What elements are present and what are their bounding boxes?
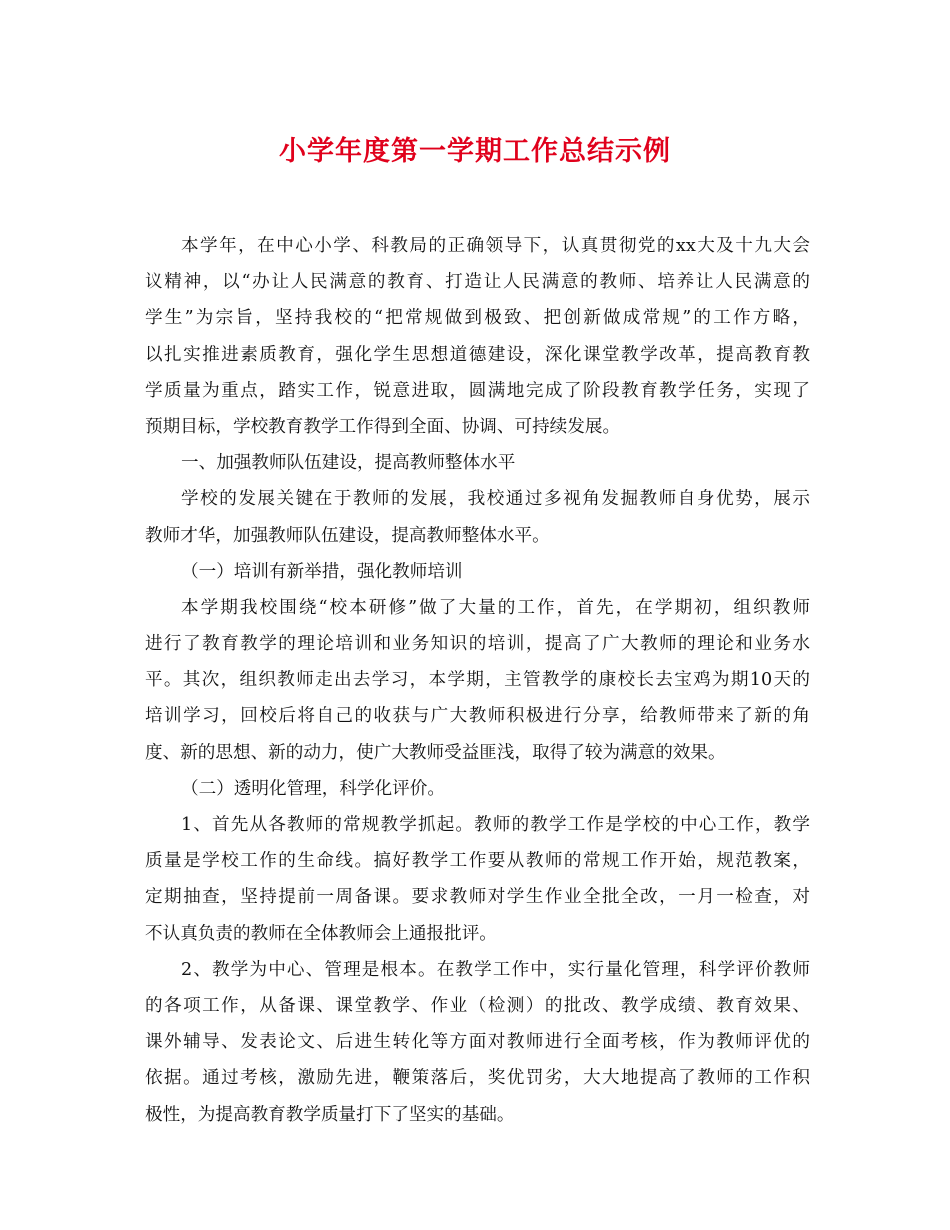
text-line: 本学年，在中心小学、科教局的正确领导下，认真贯彻党的xx大及十九大会 bbox=[181, 236, 810, 256]
text-line: 学校的发展关键在于教师的发展，我校通过多视角发掘教师自身优势，展示 bbox=[181, 489, 810, 510]
text-line: 预期目标，学校教育教学工作得到全面、协调、可持续发展。 bbox=[145, 416, 621, 437]
text-line: 极性，为提高教育教学质量打下了坚实的基础。 bbox=[145, 1104, 515, 1125]
text-line: 的各项工作，从备课、课堂教学、作业（检测）的批改、教学成绩、教育效果、 bbox=[145, 995, 810, 1016]
text-line: 培训学习，回校后将自己的收获与广大教师积极进行分享，给教师带来了新的角 bbox=[145, 706, 810, 727]
document-body bbox=[145, 228, 810, 1133]
document-title: 小学年度第一学期工作总结示例 bbox=[279, 136, 671, 167]
text-line: 本学期我校围绕“校本研修”做了大量的工作，首先，在学期初，组织教师 bbox=[181, 597, 810, 618]
text-line: 课外辅导、发表论文、后进生转化等方面对教师进行全面考核，作为教师评优的 bbox=[145, 1032, 810, 1053]
text-line: 一、加强教师队伍建设，提高教师整体水平 bbox=[181, 453, 516, 474]
text-line: 以扎实推进素质教育，强化学生思想道德建设，深化课堂教学改革，提高教育教 bbox=[145, 344, 810, 365]
text-line: （一）培训有新举措，强化教师培训 bbox=[181, 561, 463, 582]
text-line: （二）透明化管理，科学化评价。 bbox=[181, 778, 445, 799]
text-line: 依据。通过考核，激励先进，鞭策落后，奖优罚劣，大大地提高了教师的工作积 bbox=[145, 1068, 810, 1089]
text-line: 学生”为宗旨，坚持我校的“把常规做到极致、把创新做成常规”的工作方略， bbox=[145, 308, 810, 329]
text-line: 度、新的思想、新的动力，使广大教师受益匪浅，取得了较为满意的效果。 bbox=[145, 742, 726, 763]
text-line: 1、首先从各教师的常规教学抓起。教师的教学工作是学校的中心工作，教学 bbox=[181, 815, 810, 835]
text-line: 2、教学为中心、管理是根本。在教学工作中，实行量化管理，科学评价教师 bbox=[181, 959, 810, 980]
text-line: 不认真负责的教师在全体教师会上通报批评。 bbox=[145, 923, 497, 944]
text-line: 平。其次，组织教师走出去学习，本学期，主管教学的康校长去宝鸡为期10天的 bbox=[145, 670, 810, 691]
text-line: 质量是学校工作的生命线。搞好教学工作要从教师的常规工作开始，规范教案， bbox=[145, 851, 810, 872]
text-line: 定期抽查，坚持提前一周备课。要求教师对学生作业全批全改，一月一检查，对 bbox=[145, 887, 810, 908]
text-line: 议精神，以“办让人民满意的教育、打造让人民满意的教师、培养让人民满意的 bbox=[145, 272, 810, 293]
text-line: 教师才华，加强教师队伍建设，提高教师整体水平。 bbox=[145, 525, 550, 546]
text-line: 进行了教育教学的理论培训和业务知识的培训，提高了广大教师的理论和业务水 bbox=[145, 634, 810, 655]
text-line: 学质量为重点，踏实工作，锐意进取，圆满地完成了阶段教育教学任务，实现了 bbox=[145, 380, 810, 401]
